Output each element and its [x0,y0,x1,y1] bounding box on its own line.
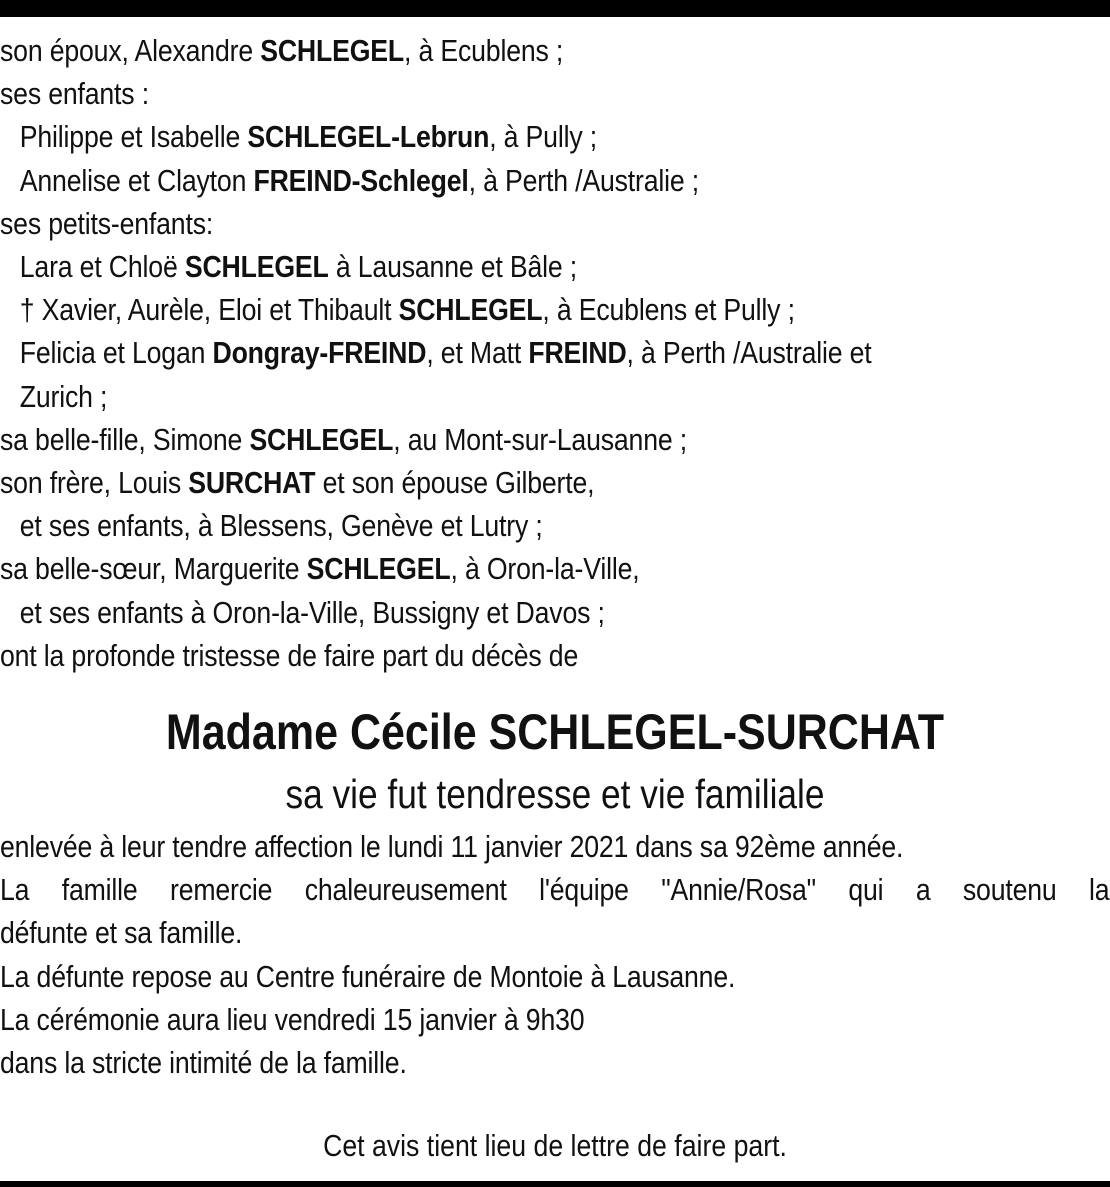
list-item: Philippe et Isabelle SCHLEGEL-Lebrun, à Pully ; [19,119,597,155]
list-item: Zurich ; [19,378,108,414]
list-item: son frère, Louis SURCHAT et son épouse Gilberte, [0,465,595,501]
list-item: sa belle-sœur, Marguerite SCHLEGEL, à Oron-la-Ville, [0,551,640,587]
detail-line: La défunte repose au Centre funéraire de Montoie à Lausanne. [0,958,736,994]
detail-line: dans la stricte intimité de la famille. [0,1045,407,1081]
detail-line: La cérémonie aura lieu vendredi 15 janvier à 9h30 [0,1001,585,1037]
list-item: sa belle-fille, Simone SCHLEGEL, au Mont-sur-Lausanne ; [0,421,687,457]
obituary-notice [0,29,1110,1084]
list-heading: ses petits-enfants: [0,205,214,241]
top-border-rule [0,0,1110,17]
announcement-line: ont la profonde tristesse de faire part du décès de [0,637,579,673]
survivors-list [0,29,1110,677]
list-item: et ses enfants à Oron-la-Ville, Bussigny et Davos ; [19,594,605,630]
list-item: Lara et Chloë SCHLEGEL à Lausanne et Bâle ; [19,249,578,285]
list-item: † Xavier, Aurèle, Eloi et Thibault SCHLEGEL, à Ecublens et Pully ; [19,292,795,328]
footer-note: Cet avis tient lieu de lettre de faire part. [323,1128,787,1163]
list-item: Annelise et Clayton FREIND-Schlegel, à Perth /Australie ; [19,162,699,198]
deceased-name: Madame Cécile SCHLEGEL-SURCHAT [165,704,945,761]
detail-line: enlevée à leur tendre affection le lundi 11 janvier 2021 dans sa 92ème année. [0,829,904,865]
deceased-motto: sa vie fut tendresse et vie familiale [285,771,825,818]
list-item: Felicia et Logan Dongray-FREIND, et Matt FREIND, à Perth /Australie et [19,335,872,371]
list-heading: ses enfants : [0,76,149,112]
detail-line: La famille remercie chaleureusement l'équipe "Annie/Rosa" qui a soutenu la [0,872,1110,908]
funeral-details [0,825,1110,1084]
bottom-border-rule [0,1181,1110,1187]
list-item: et ses enfants, à Blessens, Genève et Lutry ; [19,508,543,544]
detail-line: défunte et sa famille. [0,915,243,951]
list-item: son époux, Alexandre SCHLEGEL, à Ecublens ; [0,33,564,68]
